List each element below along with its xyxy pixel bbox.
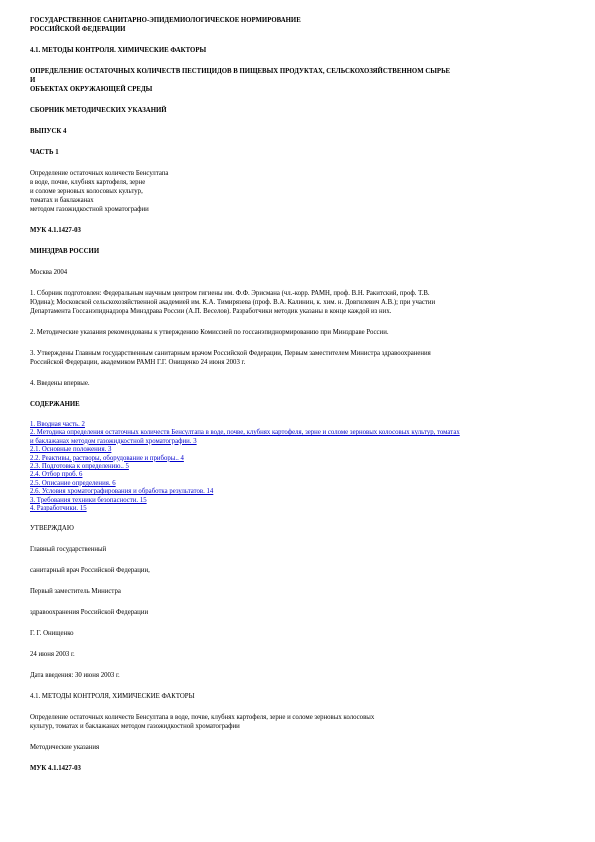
paragraph-line: 3. Утверждены Главным государственным санитарным врачом Российской Федерации, Первым заместителем Министра здравоохранения bbox=[30, 350, 431, 357]
muk-code: МУК 4.1.1427-03 bbox=[30, 227, 81, 234]
toc-link[interactable]: 2.3. Подготовка к определению.. 5 bbox=[30, 463, 129, 471]
topic-line: И bbox=[30, 77, 36, 84]
toc-link[interactable]: 2. Методика определения остаточных количеств Бенсултапа в воде, почве, клубнях картофеля, зерне и соломе зерновых колосовых культур, томатах bbox=[30, 429, 460, 437]
paragraph-1 bbox=[30, 289, 570, 316]
header-line: ГОСУДАРСТВЕННОЕ САНИТАРНО-ЭПИДЕМИОЛОГИЧЕСКОЕ НОРМИРОВАНИЕ bbox=[30, 17, 301, 24]
paragraph-3 bbox=[30, 349, 570, 367]
section-title-repeat: 4.1. МЕТОДЫ КОНТРОЛЯ, ХИМИЧЕСКИЕ ФАКТОРЫ bbox=[30, 693, 195, 701]
document-title-repeat bbox=[30, 713, 570, 731]
toc-link[interactable]: 4. Разработчики. 15 bbox=[30, 505, 87, 513]
toc-link[interactable]: 3. Требования техники безопасности. 15 bbox=[30, 496, 147, 504]
paragraph-2: 2. Методические указания рекомендованы к утверждению Комиссией по госсанэпиднормированию при Минздраве России. bbox=[30, 329, 389, 336]
toc-link[interactable]: 2.2. Реактивы, растворы, оборудование и приборы.. 4 bbox=[30, 454, 184, 462]
section-title: 4.1. МЕТОДЫ КОНТРОЛЯ. ХИМИЧЕСКИЕ ФАКТОРЫ bbox=[30, 47, 207, 54]
approve-line: здравоохранения Российской Федерации bbox=[30, 609, 149, 617]
title-line: томатах и баклажанах bbox=[30, 197, 94, 204]
document-title bbox=[30, 169, 570, 214]
table-of-contents bbox=[30, 421, 570, 513]
topic-block bbox=[30, 67, 570, 94]
title-line: методом газожидкостной хроматографии bbox=[30, 206, 149, 213]
document-page bbox=[30, 16, 570, 773]
approve-line: Первый заместитель Министра bbox=[30, 588, 121, 596]
paragraph-line: 1. Сборник подготовлен: Федеральным научным центром гигиены им. Ф.Ф. Эрисмана (чл.-корр. РАМН, проф. В.Н. Ракитский, проф. Т.В. bbox=[30, 290, 430, 297]
paragraph-line: Российской Федерации, академиком РАМН Г.Г. Онищенко 24 июня 2003 г. bbox=[30, 359, 246, 366]
title-line: и соломе зерновых колосовых культур, bbox=[30, 188, 143, 195]
toc-link[interactable]: 2.4. Отбор проб. 6 bbox=[30, 471, 83, 479]
part-number: ЧАСТЬ 1 bbox=[30, 149, 59, 156]
title-line: Определение остаточных количеств Бенсултапа bbox=[30, 170, 169, 177]
paragraph-line: Департамента Госсанэпиднадзора Минздрава России (А.П. Веселов). Разработчики методик указаны в конце каждой из них. bbox=[30, 308, 392, 315]
paragraph-line: Юдина); Московской сельскохозяйственной академией им. К.А. Тимирязева (проф. В.А. Калинин, к. хим. н. Довгилевич А.В.); при участии bbox=[30, 299, 436, 306]
toc-link[interactable]: 2.6. Условия хроматографирования и обработка результатов. 14 bbox=[30, 488, 214, 496]
muk-code-repeat: МУК 4.1.1427-03 bbox=[30, 765, 81, 773]
ministry: МИНЗДРАВ РОССИИ bbox=[30, 248, 100, 255]
toc-link[interactable]: 2.5. Описание определения. 6 bbox=[30, 479, 116, 487]
toc-link[interactable]: 1. Вводная часть. 2 bbox=[30, 421, 85, 428]
title-line: культур, томатах и баклажанах методом газожидкостной хроматографии bbox=[30, 723, 240, 731]
toc-link[interactable]: и баклажанах методом газожидкостной хроматографии. 3 bbox=[30, 437, 197, 445]
approve-signatory: Г. Г. Онищенко bbox=[30, 630, 74, 638]
topic-line: ОПРЕДЕЛЕНИЕ ОСТАТОЧНЫХ КОЛИЧЕСТВ ПЕСТИЦИДОВ В ПИЩЕВЫХ ПРОДУКТАХ, СЕЛЬСКОХОЗЯЙСТВЕННОМ СЫРЬЕ bbox=[30, 68, 451, 75]
approve-date: 24 июня 2003 г. bbox=[30, 651, 75, 659]
header-block bbox=[30, 16, 570, 34]
title-line: в воде, почве, клубнях картофеля, зерне bbox=[30, 179, 146, 186]
header-line: РОССИЙСКОЙ ФЕДЕРАЦИИ bbox=[30, 26, 126, 33]
toc-link[interactable]: 2.1. Основные положения. 3 bbox=[30, 446, 112, 454]
contents-heading: СОДЕРЖАНИЕ bbox=[30, 401, 80, 408]
introduction-date: Дата введения: 30 июня 2003 г. bbox=[30, 672, 120, 680]
issue-number: ВЫПУСК 4 bbox=[30, 128, 67, 135]
guidelines-label: Методические указания bbox=[30, 744, 100, 752]
topic-line: ОБЪЕКТАХ ОКРУЖАЮЩЕЙ СРЕДЫ bbox=[30, 86, 153, 93]
approve-line: Главный государственный bbox=[30, 546, 107, 554]
city-year: Москва 2004 bbox=[30, 269, 68, 276]
approve-line: санитарный врач Российской Федерации, bbox=[30, 567, 150, 575]
title-line: Определение остаточных количеств Бенсултапа в воде, почве, клубнях картофеля, зерне и соломе зерновых колосовых bbox=[30, 714, 375, 722]
paragraph-4: 4. Введены впервые. bbox=[30, 380, 90, 387]
approve-heading: УТВЕРЖДАЮ bbox=[30, 525, 74, 533]
collection-title: СБОРНИК МЕТОДИЧЕСКИХ УКАЗАНИЙ bbox=[30, 107, 167, 114]
